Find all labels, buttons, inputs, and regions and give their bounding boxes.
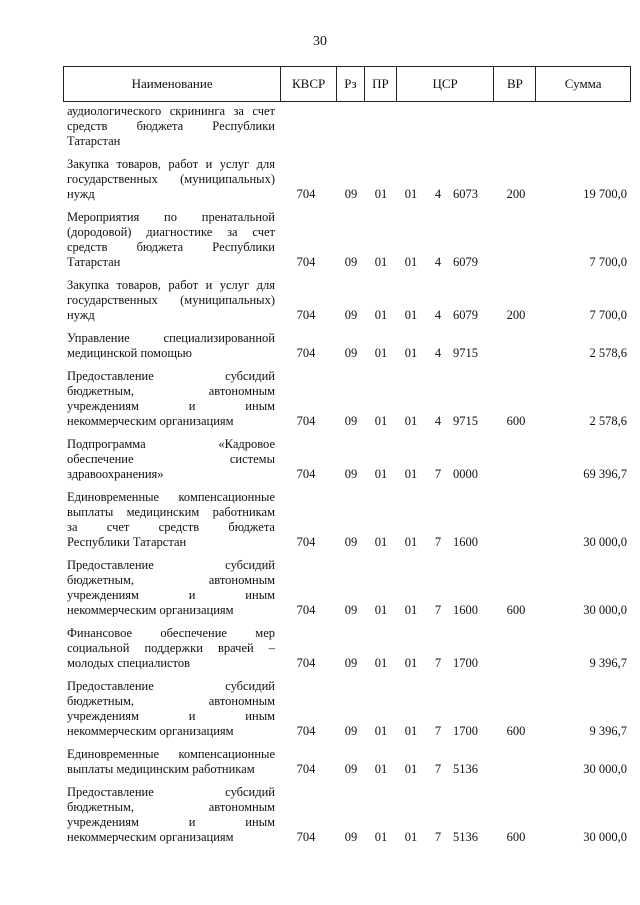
cell-csr2: 4 (434, 346, 442, 360)
cell-csr3: 1600 (453, 603, 478, 617)
row-name-line: Предоставление субсидий (67, 785, 275, 799)
row-name-line: Предоставление субсидий (67, 679, 275, 693)
cell-sum: 9 396,7 (589, 656, 627, 670)
cell-csr2: 4 (434, 308, 442, 322)
cell-sum: 9 396,7 (589, 724, 627, 738)
cell-rz: 09 (344, 308, 358, 322)
table-row (63, 747, 631, 777)
cell-sum: 30 000,0 (583, 603, 627, 617)
row-name (63, 490, 275, 550)
cell-csr3: 1700 (453, 724, 478, 738)
cell-csr3: 9715 (453, 346, 478, 360)
cell-csr3: 6073 (453, 187, 478, 201)
page-number: 30 (313, 34, 327, 49)
row-name-line: Татарстан (67, 255, 121, 269)
row-name-line: Единовременные компенсационные (67, 747, 275, 761)
row-name-line: бюджетным, автономным (67, 694, 275, 708)
cell-sum: 7 700,0 (589, 308, 627, 322)
cell-sum: 30 000,0 (583, 830, 627, 844)
table-header (63, 66, 631, 102)
row-name (63, 747, 275, 777)
row-name-line: Татарстан (67, 134, 121, 148)
cell-rz: 09 (344, 255, 358, 269)
cell-vr: 600 (506, 830, 526, 844)
cell-csr1: 01 (404, 346, 418, 360)
cell-pr: 01 (374, 762, 388, 776)
cell-csr1: 01 (404, 467, 418, 481)
cell-rz: 09 (344, 603, 358, 617)
cell-vr: 600 (506, 603, 526, 617)
row-name-line: Единовременные компенсационные (67, 490, 275, 504)
table-row (63, 437, 631, 482)
cell-vr: 600 (506, 724, 526, 738)
cell-pr: 01 (374, 535, 388, 549)
cell-sum: 69 396,7 (583, 467, 627, 481)
row-name-line: средств бюджета Республики (67, 240, 275, 254)
cell-pr: 01 (374, 467, 388, 481)
row-name-line: за счет средств бюджета (67, 520, 275, 534)
cell-csr3: 0000 (453, 467, 478, 481)
cell-pr: 01 (374, 255, 388, 269)
cell-pr: 01 (374, 603, 388, 617)
cell-pr: 01 (374, 187, 388, 201)
cell-sum: 7 700,0 (589, 255, 627, 269)
cell-rz: 09 (344, 467, 358, 481)
cell-sum: 2 578,6 (589, 346, 627, 360)
cell-kvsr: 704 (296, 346, 316, 360)
cell-csr1: 01 (404, 762, 418, 776)
table-row (63, 331, 631, 361)
cell-csr1: 01 (404, 255, 418, 269)
cell-csr1: 01 (404, 308, 418, 322)
row-name (63, 437, 275, 482)
row-name-line: некоммерческим организациям (67, 414, 234, 428)
row-name-line: учреждениям и иным (67, 399, 275, 413)
cell-csr2: 7 (434, 603, 442, 617)
row-name-line: Подпрограмма «Кадровое (67, 437, 275, 451)
cell-kvsr: 704 (296, 187, 316, 201)
table-row (63, 278, 631, 323)
cell-kvsr: 704 (296, 255, 316, 269)
cell-rz: 09 (344, 656, 358, 670)
header-sum: Сумма (564, 76, 602, 91)
cell-kvsr: 704 (296, 724, 316, 738)
cell-csr2: 7 (434, 830, 442, 844)
header-kvsr: КВСР (281, 67, 337, 101)
cell-kvsr: 704 (296, 535, 316, 549)
table-row (63, 210, 631, 270)
cell-csr1: 01 (404, 830, 418, 844)
cell-csr3: 1600 (453, 535, 478, 549)
row-name-line: здравоохранения» (67, 467, 164, 481)
cell-csr2: 7 (434, 762, 442, 776)
cell-csr2: 4 (434, 414, 442, 428)
cell-csr3: 6079 (453, 308, 478, 322)
cell-rz: 09 (344, 535, 358, 549)
table-body (63, 102, 631, 845)
row-name-line: нужд (67, 308, 95, 322)
cell-sum: 30 000,0 (583, 535, 627, 549)
cell-csr1: 01 (404, 187, 418, 201)
row-name-line: Закупка товаров, работ и услуг для (67, 157, 275, 171)
cell-csr3: 1700 (453, 656, 478, 670)
cell-csr2: 7 (434, 656, 442, 670)
table-row (63, 558, 631, 618)
row-name-line: учреждениям и иным (67, 709, 275, 723)
cell-csr1: 01 (404, 724, 418, 738)
cell-csr3: 9715 (453, 414, 478, 428)
cell-pr: 01 (374, 830, 388, 844)
cell-kvsr: 704 (296, 467, 316, 481)
cell-kvsr: 704 (296, 830, 316, 844)
cell-csr1: 01 (404, 603, 418, 617)
cell-kvsr: 704 (296, 414, 316, 428)
header-name: Наименование (64, 67, 281, 101)
row-name-line: государственных (муниципальных) (67, 172, 275, 186)
row-name-line: медицинской помощью (67, 346, 192, 360)
cell-pr: 01 (374, 656, 388, 670)
cell-rz: 09 (344, 346, 358, 360)
row-name-line: Предоставление субсидий (67, 558, 275, 572)
cell-vr: 200 (506, 187, 526, 201)
row-name-line: социальной поддержки врачей – (67, 641, 275, 655)
cell-csr3: 5136 (453, 830, 478, 844)
row-name-line: выплаты медицинским работникам (67, 505, 275, 519)
cell-csr1: 01 (404, 656, 418, 670)
cell-sum: 19 700,0 (583, 187, 627, 201)
row-name-line: учреждениям и иным (67, 588, 275, 602)
cell-vr: 200 (506, 308, 526, 322)
cell-csr2: 7 (434, 535, 442, 549)
row-name-line: бюджетным, автономным (67, 800, 275, 814)
header-csr: ЦСР (397, 67, 495, 101)
row-name-line: нужд (67, 187, 95, 201)
row-name-line: бюджетным, автономным (67, 573, 275, 587)
row-name-line: Мероприятия по пренатальной (67, 210, 275, 224)
cell-csr3: 5136 (453, 762, 478, 776)
table-row (63, 785, 631, 845)
row-name (63, 278, 275, 323)
header-pr: ПР (365, 67, 397, 101)
cell-csr1: 01 (404, 535, 418, 549)
table-row (63, 626, 631, 671)
cell-kvsr: 704 (296, 656, 316, 670)
row-name-line: Республики Татарстан (67, 535, 187, 549)
row-name (63, 331, 275, 361)
cell-pr: 01 (374, 346, 388, 360)
row-name-line: аудиологического скрининга за счет (67, 104, 275, 118)
row-name (63, 785, 275, 845)
row-name-line: Управление специализированной (67, 331, 275, 345)
table-row (63, 157, 631, 202)
row-name-line: учреждениям и иным (67, 815, 275, 829)
row-name-line: Предоставление субсидий (67, 369, 275, 383)
cell-rz: 09 (344, 414, 358, 428)
cell-kvsr: 704 (296, 762, 316, 776)
row-name-line: некоммерческим организациям (67, 724, 234, 738)
cell-pr: 01 (374, 414, 388, 428)
cell-rz: 09 (344, 762, 358, 776)
row-name (63, 210, 275, 270)
table-row (63, 369, 631, 429)
row-name-line: бюджетным, автономным (67, 384, 275, 398)
table-row (63, 104, 631, 149)
cell-rz: 09 (344, 724, 358, 738)
table-row (63, 679, 631, 739)
cell-sum: 30 000,0 (583, 762, 627, 776)
row-name (63, 679, 275, 739)
cell-csr2: 4 (434, 255, 442, 269)
row-name-line: выплаты медицинским работникам (67, 762, 255, 776)
row-name (63, 558, 275, 618)
row-name (63, 626, 275, 671)
cell-kvsr: 704 (296, 603, 316, 617)
header-rz: Рз (337, 67, 365, 101)
cell-sum: 2 578,6 (589, 414, 627, 428)
cell-csr2: 4 (434, 187, 442, 201)
row-name-line: Финансовое обеспечение мер (67, 626, 275, 640)
cell-vr: 600 (506, 414, 526, 428)
row-name-line: государственных (муниципальных) (67, 293, 275, 307)
table-row (63, 490, 631, 550)
cell-csr2: 7 (434, 467, 442, 481)
row-name (63, 369, 275, 429)
cell-pr: 01 (374, 724, 388, 738)
row-name-line: некоммерческим организациям (67, 830, 234, 844)
header-vr: ВР (494, 67, 536, 101)
row-name-line: средств бюджета Республики (67, 119, 275, 133)
row-name (63, 157, 275, 202)
row-name-line: обеспечение системы (67, 452, 275, 466)
cell-kvsr: 704 (296, 308, 316, 322)
cell-csr3: 6079 (453, 255, 478, 269)
row-name-line: некоммерческим организациям (67, 603, 234, 617)
row-name-line: молодых специалистов (67, 656, 191, 670)
cell-rz: 09 (344, 830, 358, 844)
cell-rz: 09 (344, 187, 358, 201)
cell-csr2: 7 (434, 724, 442, 738)
row-name-line: (дородовой) диагностике за счет (67, 225, 275, 239)
cell-pr: 01 (374, 308, 388, 322)
row-name-line: Закупка товаров, работ и услуг для (67, 278, 275, 292)
row-name (63, 104, 275, 149)
cell-csr1: 01 (404, 414, 418, 428)
